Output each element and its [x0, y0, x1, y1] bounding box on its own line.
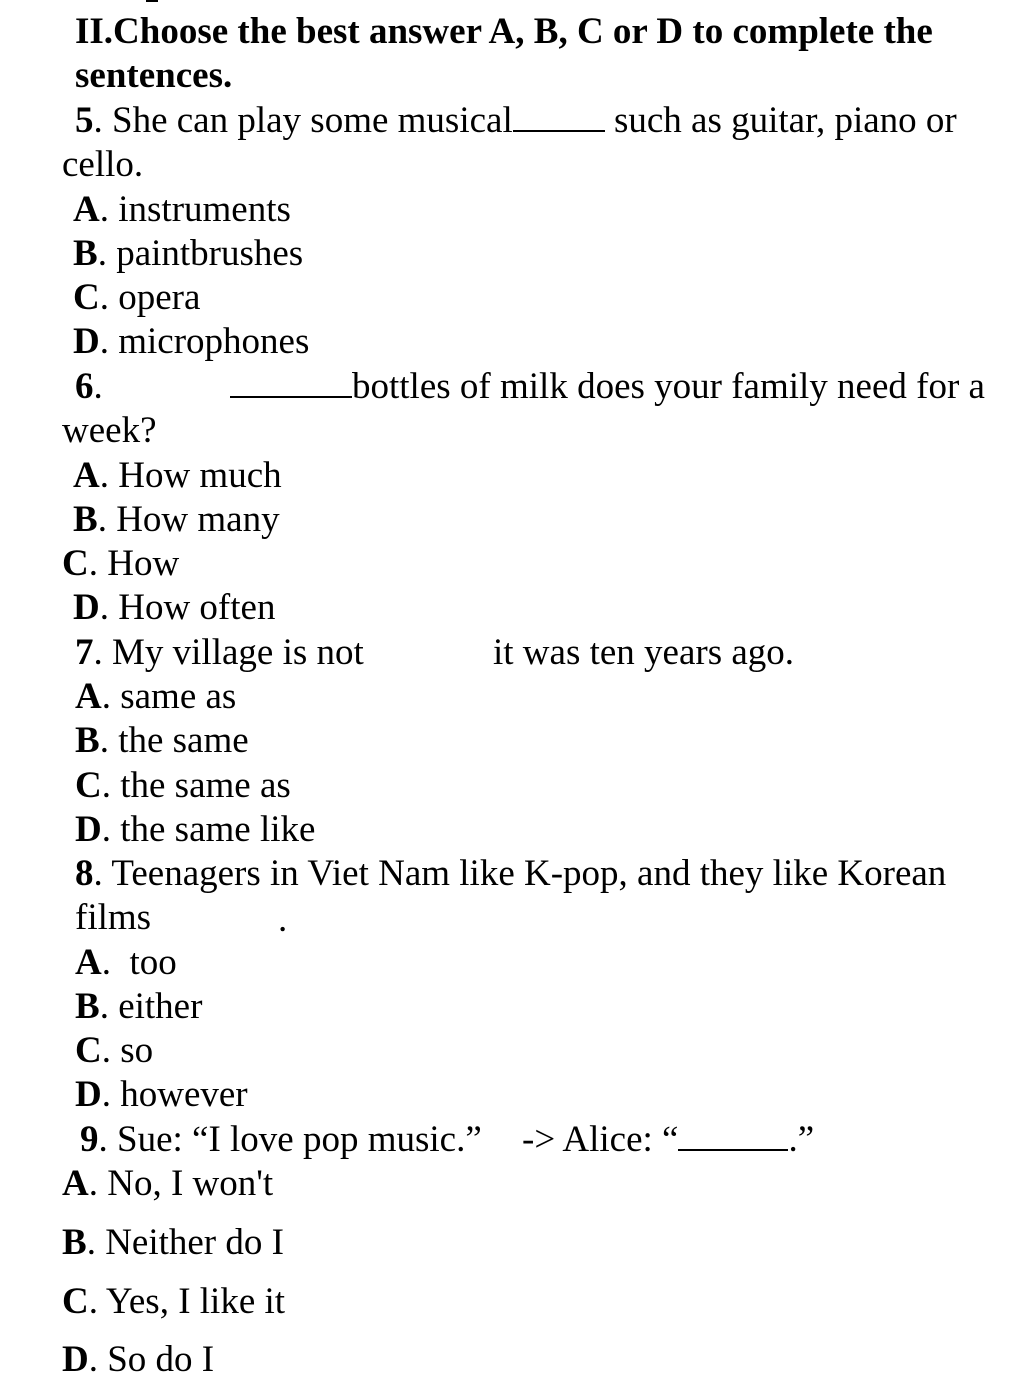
question-8-stem-cont: films	[75, 897, 152, 938]
option-9-c: C. Yes, I like it	[62, 1281, 286, 1322]
option-9-d: D. So do I	[62, 1339, 215, 1380]
cropped-text-fragment	[90, 0, 160, 6]
question-8-stem: 8. Teenagers in Viet Nam like K-pop, and they like Korean	[75, 853, 947, 894]
option-8-d: D. however	[75, 1074, 248, 1115]
question-8-stem-end: .	[278, 899, 288, 940]
option-9-b: B. Neither do I	[62, 1222, 284, 1263]
option-8-b: B. either	[75, 986, 203, 1027]
question-5-stem-cont: cello.	[62, 144, 144, 185]
question-5-stem: 5. She can play some musical such as guitar, piano or	[75, 100, 957, 141]
question-6-stem-cont: week?	[62, 410, 157, 451]
question-9-stem-end: -> Alice: “ .”	[522, 1119, 815, 1160]
question-7-stem: 7. My village is not	[75, 632, 364, 673]
option-5-d: D. microphones	[73, 321, 310, 362]
option-5-c: C. opera	[73, 277, 201, 318]
option-7-b: B. the same	[75, 720, 249, 761]
option-5-a: A. instruments	[73, 189, 291, 230]
answer-blank	[678, 1119, 788, 1151]
answer-blank	[513, 100, 605, 132]
option-5-b: B. paintbrushes	[73, 233, 304, 274]
question-9-stem: 9. Sue: “I love pop music.”	[80, 1119, 482, 1160]
option-6-a: A. How much	[73, 455, 282, 496]
option-6-b: B. How many	[73, 499, 280, 540]
option-7-c: C. the same as	[75, 765, 291, 806]
option-8-c: C. so	[75, 1030, 154, 1071]
option-7-d: D. the same like	[75, 809, 316, 850]
option-7-a: A. same as	[75, 676, 237, 717]
option-6-d: D. How often	[73, 587, 276, 628]
question-7-stem-end: it was ten years ago.	[493, 632, 795, 673]
section-heading-cont: sentences.	[75, 55, 233, 96]
section-heading: II.Choose the best answer A, B, C or D to complete the	[75, 11, 933, 52]
question-6-number: 6.	[75, 366, 103, 407]
answer-blank	[230, 366, 352, 398]
option-6-c: C. How	[62, 543, 180, 584]
option-8-a: A. too	[75, 942, 177, 983]
option-9-a: A. No, I won't	[62, 1163, 274, 1204]
question-6-stem: bottles of milk does your family need for a	[230, 365, 985, 409]
